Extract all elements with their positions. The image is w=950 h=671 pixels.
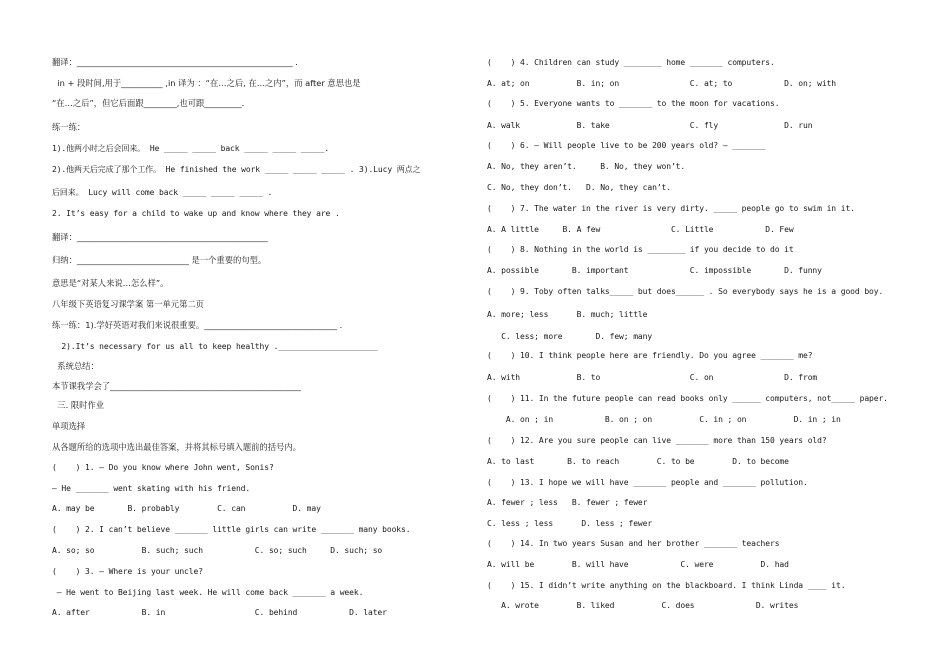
left-line: 归纳：___________________________ 是一个重要的句型。: [52, 255, 267, 265]
left-line: ( ) 2. I can’t believe _______ little girls can write _______ many books.: [52, 525, 411, 534]
left-line: — He _______ went skating with his friend.: [52, 484, 251, 493]
right-line: A. with B. to C. on D. from: [487, 373, 818, 382]
left-line: 八年级下英语复习课学案 第一单元第二页: [52, 299, 204, 309]
left-line: 系统总结：: [52, 361, 99, 371]
right-line: A. wrote B. liked C. does D. writes: [487, 601, 799, 610]
left-line: in + 段时间,用于__________ ,in 译为 ：“在…之后, 在…之内”，而 after 意思也是: [52, 78, 361, 88]
left-line: ( ) 3. — Where is your uncle?: [52, 567, 203, 576]
right-line: A. to last B. to reach C. to be D. to become: [487, 457, 789, 466]
right-line: ( ) 14. In two years Susan and her brother _______ teachers: [487, 539, 780, 548]
left-line: 本节课我学会了______________________________________________: [52, 381, 301, 391]
left-line: 练一练：1).学好英语对我们来说很重要。________________________________ .: [52, 320, 343, 330]
right-line: A. No, they aren’t. B. No, they won’t.: [487, 162, 686, 171]
left-line: 三. 限时作业: [52, 400, 105, 410]
left-line: 意思是“对某人来说…怎么样”。: [52, 278, 169, 288]
right-line: ( ) 4. Children can study ________ home _______ computers.: [487, 58, 775, 67]
right-line: A. walk B. take C. fly D. run: [487, 121, 813, 130]
right-line: C. No, they don’t. D. No, they can’t.: [487, 183, 671, 192]
left-line: A. after B. in C. behind D. later: [52, 608, 387, 617]
left-line: 后回来。 Lucy will come back _____ _____ _____ .: [52, 188, 273, 197]
right-line: ( ) 6. — Will people live to be 200 years old? — _______: [487, 141, 766, 150]
left-line: “在…之后”，但它后面跟________,也可跟_________.: [52, 98, 245, 108]
left-line: 2).他两天后完成了那个工作。 He finished the work _____ _____ _____ . 3).Lucy 两点之: [52, 165, 421, 174]
right-line: ( ) 8. Nothing in the world is ________ if you decide to do it: [487, 245, 794, 254]
left-line: A. so; so B. such; such C. so; such D. such; so: [52, 546, 383, 555]
left-line: 2. It’s easy for a child to wake up and know where they are .: [52, 209, 340, 218]
left-line: 翻译：____________________________________________________ .: [52, 57, 298, 67]
right-line: A. possible B. important C. impossible D. funny: [487, 266, 822, 275]
left-line: 练一练：: [52, 122, 86, 132]
right-line: A. will be B. will have C. were D. had: [487, 560, 789, 569]
right-line: ( ) 11. In the future people can read books only ______ computers, not_____ paper.: [487, 394, 888, 403]
left-line: ( ) 1. — Do you know where John went, Sonis?: [52, 463, 274, 472]
right-line: A. fewer ; less B. fewer ; fewer: [487, 498, 648, 507]
right-line: ( ) 12. Are you sure people can live _______ more than 150 years old?: [487, 436, 827, 445]
right-line: ( ) 15. I didn’t write anything on the blackboard. I think Linda ____ it.: [487, 581, 846, 590]
left-line: A. may be B. probably C. can D. may: [52, 504, 321, 513]
right-line: C. less ; less D. less ; fewer: [487, 519, 653, 528]
right-line: ( ) 13. I hope we will have _______ people and _______ pollution.: [487, 478, 808, 487]
right-line: A. on ; in B. on ; on C. in ; on D. in ; in: [487, 415, 841, 424]
right-line: A. A little B. A few C. Little D. Few: [487, 225, 794, 234]
left-line: 单项选择: [52, 421, 86, 431]
right-line: ( ) 7. The water in the river is very dirty. _____ people go to swim in it.: [487, 204, 855, 213]
left-line: 1).他两小时之后会回来。 He _____ _____ back _____ _____ _____.: [52, 144, 330, 153]
right-line: ( ) 10. I think people here are friendly. Do you agree _______ me?: [487, 351, 813, 360]
left-line: — He went to Beijing last week. He will come back _______ a week.: [52, 588, 364, 597]
right-line: A. more; less B. much; little: [487, 310, 648, 319]
left-line: 翻译：______________________________________________: [52, 232, 268, 242]
right-line: A. at; on B. in; on C. at; to D. on; with: [487, 79, 837, 88]
left-line: 2).It’s necessary for us all to keep healthy ._____________________: [52, 342, 378, 351]
left-line: 从各题所给的选项中选出最佳答案，并将其标号填入题前的括号内。: [52, 442, 301, 452]
right-line: ( ) 5. Everyone wants to _______ to the moon for vacations.: [487, 99, 780, 108]
right-line: ( ) 9. Toby often talks_____ but does______ . So everybody says he is a good boy.: [487, 287, 884, 296]
right-line: C. less; more D. few; many: [487, 332, 653, 341]
